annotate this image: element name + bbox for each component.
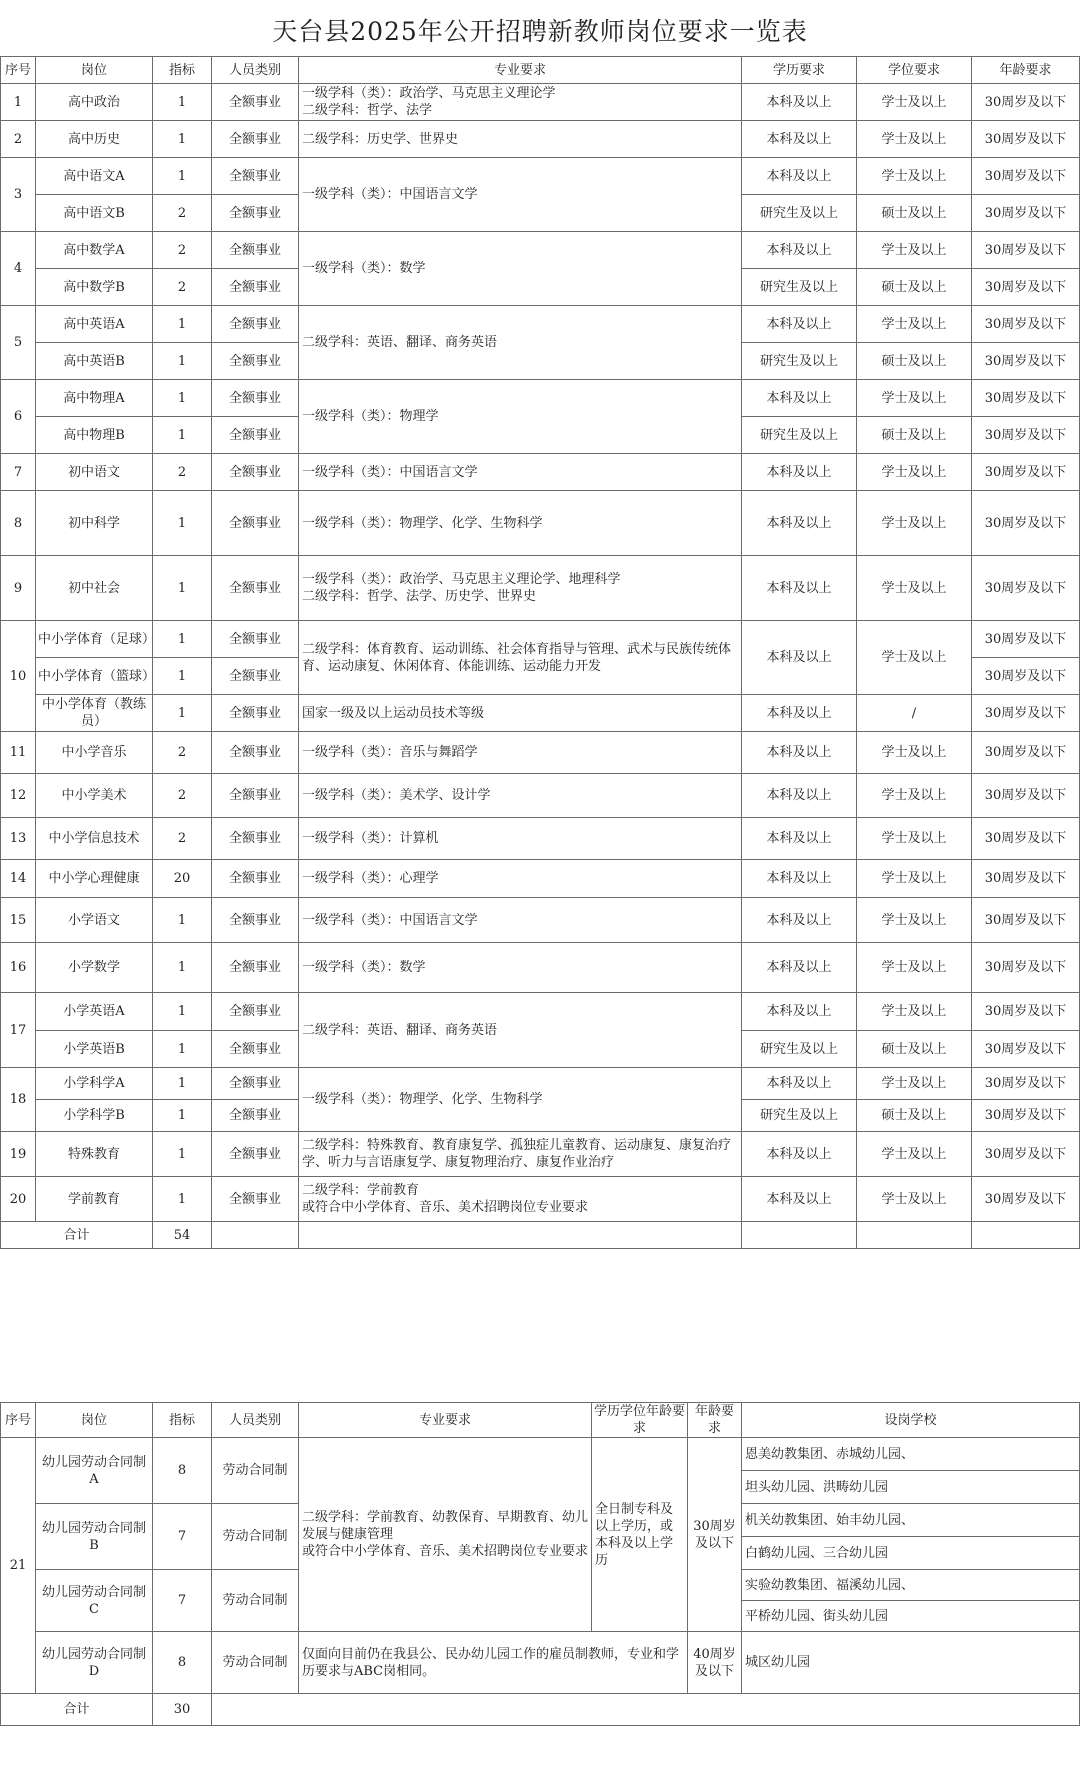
school-name: 机关幼教集团、始丰幼儿园、	[742, 1504, 1080, 1537]
education-requirement: 研究生及以上	[742, 417, 857, 454]
post-name: 小学科学B	[36, 1100, 153, 1132]
major-requirement: 一级学科（类）：物理学	[299, 380, 742, 454]
quota: 1	[153, 491, 212, 556]
education-requirement: 研究生及以上	[742, 195, 857, 232]
post-name: 特殊教育	[36, 1132, 153, 1177]
post-name: 高中英语A	[36, 306, 153, 343]
row-number: 2	[1, 121, 36, 158]
post-name: 中小学心理健康	[36, 860, 153, 898]
age-requirement: 30周岁及以下	[972, 343, 1080, 380]
post-name: 中小学美术	[36, 774, 153, 818]
row-number: 4	[1, 232, 36, 306]
staff-type: 全额事业	[212, 993, 299, 1031]
education-requirement: 本科及以上	[742, 943, 857, 993]
age-requirement: 30周岁及以下	[972, 621, 1080, 658]
major-requirement: 二级学科：体育教育、运动训练、社会体育指导与管理、武术与民族传统体育、运动康复、休闲体育、体能训练、运动能力开发	[299, 621, 742, 695]
education-requirement: 本科及以上	[742, 860, 857, 898]
table-row	[1, 818, 1080, 860]
header-cell: 序号	[1, 1403, 36, 1438]
major-requirement: 一级学科（类）：中国语言文学	[299, 454, 742, 491]
age-requirement: 30周岁及以下	[972, 1100, 1080, 1132]
header-cell: 设岗学校	[742, 1403, 1080, 1438]
age-requirement: 30周岁及以下	[972, 84, 1080, 121]
age-requirement: 30周岁及以下	[972, 1031, 1080, 1068]
quota: 1	[153, 1177, 212, 1222]
total-quota: 54	[153, 1222, 212, 1249]
header-cell: 岗位	[36, 1403, 153, 1438]
table-row	[1, 84, 1080, 121]
staff-type: 全额事业	[212, 556, 299, 621]
table-row	[1, 1438, 1080, 1471]
row-number: 1	[1, 84, 36, 121]
age-requirement: 30周岁及以下	[972, 232, 1080, 269]
education-requirement: 本科及以上	[742, 621, 857, 695]
staff-type: 全额事业	[212, 732, 299, 774]
table-row	[1, 695, 1080, 732]
post-name: 幼儿园劳动合同制D	[36, 1632, 153, 1694]
staff-type: 全额事业	[212, 898, 299, 943]
quota: 7	[153, 1570, 212, 1632]
school-name: 平桥幼儿园、街头幼儿园	[742, 1601, 1080, 1632]
header-cell: 年龄要求	[688, 1403, 742, 1438]
quota: 1	[153, 1100, 212, 1132]
major-requirement: 一级学科（类）：中国语言文学	[299, 158, 742, 232]
header-cell: 年龄要求	[972, 57, 1080, 84]
quota: 1	[153, 380, 212, 417]
quota: 1	[153, 121, 212, 158]
table-row	[1, 1132, 1080, 1177]
post-name: 高中物理B	[36, 417, 153, 454]
post-name: 幼儿园劳动合同制A	[36, 1438, 153, 1504]
degree-requirement: 硕士及以上	[857, 1100, 972, 1132]
quota: 2	[153, 732, 212, 774]
degree-requirement: 学士及以上	[857, 943, 972, 993]
quota: 1	[153, 898, 212, 943]
total-label: 合计	[1, 1222, 153, 1249]
post-name: 小学英语A	[36, 993, 153, 1031]
header-cell: 专业要求	[299, 57, 742, 84]
staff-type: 全额事业	[212, 1132, 299, 1177]
quota: 20	[153, 860, 212, 898]
degree-requirement: 学士及以上	[857, 306, 972, 343]
age-requirement: 30周岁及以下	[972, 417, 1080, 454]
staff-type: 劳动合同制	[212, 1570, 299, 1632]
degree-requirement: 学士及以上	[857, 818, 972, 860]
quota: 1	[153, 158, 212, 195]
row-number: 9	[1, 556, 36, 621]
education-requirement: 本科及以上	[742, 1177, 857, 1222]
post-name: 中小学信息技术	[36, 818, 153, 860]
education-requirement: 研究生及以上	[742, 343, 857, 380]
post-name: 小学数学	[36, 943, 153, 993]
table-row	[1, 898, 1080, 943]
staff-type: 全额事业	[212, 306, 299, 343]
education-requirement: 本科及以上	[742, 695, 857, 732]
staff-type: 全额事业	[212, 417, 299, 454]
quota: 2	[153, 269, 212, 306]
table-row	[1, 1632, 1080, 1694]
post-name: 小学英语B	[36, 1031, 153, 1068]
table-row	[1, 860, 1080, 898]
staff-type: 全额事业	[212, 860, 299, 898]
staff-type: 全额事业	[212, 158, 299, 195]
row-number: 7	[1, 454, 36, 491]
page-title: 天台县2025年公开招聘新教师岗位要求一览表	[272, 17, 808, 46]
header-cell: 序号	[1, 57, 36, 84]
school-name: 恩美幼教集团、赤城幼儿园、	[742, 1438, 1080, 1471]
row-number: 18	[1, 1068, 36, 1132]
school-name: 坦头幼儿园、洪畴幼儿园	[742, 1471, 1080, 1504]
education-requirement: 本科及以上	[742, 732, 857, 774]
quota: 1	[153, 1031, 212, 1068]
major-requirement: 二级学科：英语、翻译、商务英语	[299, 993, 742, 1068]
age-requirement: 30周岁及以下	[972, 993, 1080, 1031]
major-requirement: 二级学科：学前教育 或符合中小学体育、音乐、美术招聘岗位专业要求	[299, 1177, 742, 1222]
table-row	[1, 454, 1080, 491]
staff-type: 全额事业	[212, 1100, 299, 1132]
degree-requirement: 学士及以上	[857, 556, 972, 621]
age-requirement: 30周岁及以下	[972, 898, 1080, 943]
kindergarten-table	[0, 1402, 1080, 1726]
quota: 2	[153, 818, 212, 860]
degree-requirement: /	[857, 695, 972, 732]
degree-requirement: 学士及以上	[857, 774, 972, 818]
table-row	[1, 774, 1080, 818]
table-row	[1, 732, 1080, 774]
education-requirement: 本科及以上	[742, 556, 857, 621]
staff-type: 劳动合同制	[212, 1632, 299, 1694]
education-requirement: 研究生及以上	[742, 1031, 857, 1068]
age-requirement: 30周岁及以下	[972, 732, 1080, 774]
row-number: 13	[1, 818, 36, 860]
header-cell: 指标	[153, 1403, 212, 1438]
age-requirement: 30周岁及以下	[972, 269, 1080, 306]
major-requirement: 二级学科：历史学、世界史	[299, 121, 742, 158]
staff-type: 全额事业	[212, 818, 299, 860]
education-requirement: 本科及以上	[742, 818, 857, 860]
major-requirement: 一级学科（类）：中国语言文学	[299, 898, 742, 943]
quota: 1	[153, 417, 212, 454]
quota: 1	[153, 1068, 212, 1100]
quota: 2	[153, 454, 212, 491]
staff-type: 全额事业	[212, 121, 299, 158]
empty-cell	[299, 1222, 742, 1249]
age-requirement: 30周岁及以下	[972, 306, 1080, 343]
age-requirement: 30周岁及以下	[972, 195, 1080, 232]
post-name: 中小学体育（教练员）	[36, 695, 153, 732]
degree-requirement: 学士及以上	[857, 232, 972, 269]
degree-requirement: 学士及以上	[857, 898, 972, 943]
empty-cell	[972, 1222, 1080, 1249]
age-requirement: 30周岁及以下	[972, 943, 1080, 993]
header-cell: 学历要求	[742, 57, 857, 84]
education-requirement: 本科及以上	[742, 232, 857, 269]
header-cell: 学历学位年龄要求	[592, 1403, 688, 1438]
post-name: 初中语文	[36, 454, 153, 491]
degree-requirement: 学士及以上	[857, 491, 972, 556]
age-requirement: 30周岁及以下	[972, 556, 1080, 621]
row-number: 5	[1, 306, 36, 380]
table-row	[1, 621, 1080, 658]
staff-type: 全额事业	[212, 195, 299, 232]
staff-type: 全额事业	[212, 232, 299, 269]
table-row	[1, 943, 1080, 993]
table-row	[1, 232, 1080, 269]
quota: 1	[153, 993, 212, 1031]
degree-requirement: 学士及以上	[857, 158, 972, 195]
education-requirement: 研究生及以上	[742, 1100, 857, 1132]
age-requirement: 30周岁及以下	[688, 1438, 742, 1632]
quota: 8	[153, 1632, 212, 1694]
row-number: 20	[1, 1177, 36, 1222]
major-requirement: 一级学科（类）：心理学	[299, 860, 742, 898]
age-requirement: 30周岁及以下	[972, 658, 1080, 695]
post-name: 高中数学B	[36, 269, 153, 306]
degree-requirement: 硕士及以上	[857, 195, 972, 232]
quota: 2	[153, 232, 212, 269]
table-row	[1, 993, 1080, 1031]
degree-requirement: 学士及以上	[857, 1177, 972, 1222]
education-requirement: 本科及以上	[742, 774, 857, 818]
row-number: 19	[1, 1132, 36, 1177]
quota: 1	[153, 306, 212, 343]
post-name: 高中英语B	[36, 343, 153, 380]
row-number: 17	[1, 993, 36, 1068]
education-requirement: 本科及以上	[742, 84, 857, 121]
degree-requirement: 硕士及以上	[857, 269, 972, 306]
degree-requirement: 学士及以上	[857, 732, 972, 774]
age-requirement: 30周岁及以下	[972, 695, 1080, 732]
education-requirement: 本科及以上	[742, 306, 857, 343]
row-number: 10	[1, 621, 36, 732]
degree-requirement: 学士及以上	[857, 621, 972, 695]
degree-requirement: 学士及以上	[857, 121, 972, 158]
post-name: 幼儿园劳动合同制C	[36, 1570, 153, 1632]
quota: 1	[153, 943, 212, 993]
school-name: 实验幼教集团、福溪幼儿园、	[742, 1570, 1080, 1601]
staff-type: 全额事业	[212, 658, 299, 695]
table-row	[1, 556, 1080, 621]
post-name: 初中社会	[36, 556, 153, 621]
post-name: 高中语文B	[36, 195, 153, 232]
quota: 1	[153, 343, 212, 380]
table-row	[1, 306, 1080, 343]
major-requirement: 一级学科（类）：政治学、马克思主义理论学 二级学科：哲学、法学	[299, 84, 742, 121]
age-requirement: 30周岁及以下	[972, 121, 1080, 158]
major-requirement: 一级学科（类）：音乐与舞蹈学	[299, 732, 742, 774]
table-row	[1, 491, 1080, 556]
row-number: 3	[1, 158, 36, 232]
row-number: 6	[1, 380, 36, 454]
row-number: 11	[1, 732, 36, 774]
quota: 1	[153, 658, 212, 695]
education-requirement: 本科及以上	[742, 993, 857, 1031]
staff-type: 劳动合同制	[212, 1504, 299, 1570]
post-name: 学前教育	[36, 1177, 153, 1222]
age-requirement: 30周岁及以下	[972, 1132, 1080, 1177]
degree-requirement: 学士及以上	[857, 380, 972, 417]
table-row	[1, 158, 1080, 195]
education-requirement: 全日制专科及以上学历，或本科及以上学历	[592, 1438, 688, 1632]
empty-cell	[212, 1694, 1080, 1726]
staff-type: 全额事业	[212, 1031, 299, 1068]
total-quota: 30	[153, 1694, 212, 1726]
post-name: 小学科学A	[36, 1068, 153, 1100]
staff-type: 全额事业	[212, 380, 299, 417]
post-name: 中小学体育（足球）	[36, 621, 153, 658]
staff-type: 全额事业	[212, 774, 299, 818]
post-name: 高中历史	[36, 121, 153, 158]
degree-requirement: 硕士及以上	[857, 343, 972, 380]
post-name: 幼儿园劳动合同制B	[36, 1504, 153, 1570]
major-requirement: 二级学科：英语、翻译、商务英语	[299, 306, 742, 380]
quota: 1	[153, 556, 212, 621]
table-row	[1, 380, 1080, 417]
degree-requirement: 学士及以上	[857, 454, 972, 491]
staff-type: 全额事业	[212, 943, 299, 993]
major-requirement: 一级学科（类）：计算机	[299, 818, 742, 860]
row-number: 12	[1, 774, 36, 818]
quota: 2	[153, 195, 212, 232]
major-requirement: 二级学科：学前教育、幼教保育、早期教育、幼儿发展与健康管理 或符合中小学体育、音乐、美术招聘岗位专业要求	[299, 1438, 592, 1632]
degree-requirement: 硕士及以上	[857, 1031, 972, 1068]
age-requirement: 40周岁及以下	[688, 1632, 742, 1694]
education-requirement: 本科及以上	[742, 454, 857, 491]
age-requirement: 30周岁及以下	[972, 818, 1080, 860]
empty-cell	[742, 1222, 857, 1249]
header-cell: 岗位	[36, 57, 153, 84]
degree-requirement: 学士及以上	[857, 993, 972, 1031]
age-requirement: 30周岁及以下	[972, 774, 1080, 818]
education-requirement: 研究生及以上	[742, 269, 857, 306]
degree-requirement: 学士及以上	[857, 1068, 972, 1100]
age-requirement: 30周岁及以下	[972, 380, 1080, 417]
school-name: 城区幼儿园	[742, 1632, 1080, 1694]
post-name: 高中数学A	[36, 232, 153, 269]
staff-type: 全额事业	[212, 621, 299, 658]
post-name: 高中语文A	[36, 158, 153, 195]
major-requirement: 一级学科（类）：物理学、化学、生物科学	[299, 1068, 742, 1132]
education-requirement: 本科及以上	[742, 1068, 857, 1100]
table-row	[1, 1177, 1080, 1222]
age-requirement: 30周岁及以下	[972, 860, 1080, 898]
major-requirement: 国家一级及以上运动员技术等级	[299, 695, 742, 732]
major-requirement: 一级学科（类）：美术学、设计学	[299, 774, 742, 818]
staff-type: 全额事业	[212, 343, 299, 380]
header-cell: 学位要求	[857, 57, 972, 84]
header-cell: 人员类别	[212, 57, 299, 84]
major-requirement: 一级学科（类）：数学	[299, 232, 742, 306]
post-name: 高中物理A	[36, 380, 153, 417]
major-requirement: 一级学科（类）：数学	[299, 943, 742, 993]
quota: 8	[153, 1438, 212, 1504]
age-requirement: 30周岁及以下	[972, 158, 1080, 195]
major-requirement: 二级学科：特殊教育、教育康复学、孤独症儿童教育、运动康复、康复治疗学、听力与言语康复学、康复物理治疗、康复作业治疗	[299, 1132, 742, 1177]
staff-type: 劳动合同制	[212, 1438, 299, 1504]
quota: 2	[153, 774, 212, 818]
age-requirement: 30周岁及以下	[972, 454, 1080, 491]
empty-cell	[857, 1222, 972, 1249]
staff-type: 全额事业	[212, 1177, 299, 1222]
post-name: 初中科学	[36, 491, 153, 556]
major-requirement: 一级学科（类）：物理学、化学、生物科学	[299, 491, 742, 556]
degree-requirement: 学士及以上	[857, 860, 972, 898]
education-requirement: 本科及以上	[742, 380, 857, 417]
quota: 1	[153, 621, 212, 658]
quota: 1	[153, 84, 212, 121]
staff-type: 全额事业	[212, 269, 299, 306]
header-cell: 指标	[153, 57, 212, 84]
education-requirement: 本科及以上	[742, 158, 857, 195]
education-requirement: 本科及以上	[742, 898, 857, 943]
row-number: 14	[1, 860, 36, 898]
degree-requirement: 学士及以上	[857, 84, 972, 121]
table-row	[1, 1068, 1080, 1100]
staff-type: 全额事业	[212, 491, 299, 556]
recruitment-table	[0, 56, 1080, 1249]
post-name: 中小学体育（篮球）	[36, 658, 153, 695]
quota: 7	[153, 1504, 212, 1570]
row-number: 8	[1, 491, 36, 556]
age-requirement: 30周岁及以下	[972, 1068, 1080, 1100]
staff-type: 全额事业	[212, 1068, 299, 1100]
school-name: 白鹤幼儿园、三合幼儿园	[742, 1537, 1080, 1570]
row-number: 16	[1, 943, 36, 993]
major-requirement: 一级学科（类）：政治学、马克思主义理论学、地理科学 二级学科：哲学、法学、历史学、世界史	[299, 556, 742, 621]
staff-type: 全额事业	[212, 84, 299, 121]
table-row	[1, 121, 1080, 158]
degree-requirement: 硕士及以上	[857, 417, 972, 454]
row-number: 21	[1, 1438, 36, 1694]
major-requirement: 仅面向目前仍在我县公、民办幼儿园工作的雇员制教师，专业和学历要求与ABC岗相同。	[299, 1632, 688, 1694]
quota: 1	[153, 695, 212, 732]
total-label: 合计	[1, 1694, 153, 1726]
quota: 1	[153, 1132, 212, 1177]
education-requirement: 本科及以上	[742, 491, 857, 556]
education-requirement: 本科及以上	[742, 1132, 857, 1177]
age-requirement: 30周岁及以下	[972, 491, 1080, 556]
staff-type: 全额事业	[212, 695, 299, 732]
empty-cell	[212, 1222, 299, 1249]
header-cell: 人员类别	[212, 1403, 299, 1438]
header-cell: 专业要求	[299, 1403, 592, 1438]
row-number: 15	[1, 898, 36, 943]
degree-requirement: 学士及以上	[857, 1132, 972, 1177]
post-name: 小学语文	[36, 898, 153, 943]
age-requirement: 30周岁及以下	[972, 1177, 1080, 1222]
post-name: 高中政治	[36, 84, 153, 121]
education-requirement: 本科及以上	[742, 121, 857, 158]
post-name: 中小学音乐	[36, 732, 153, 774]
staff-type: 全额事业	[212, 454, 299, 491]
